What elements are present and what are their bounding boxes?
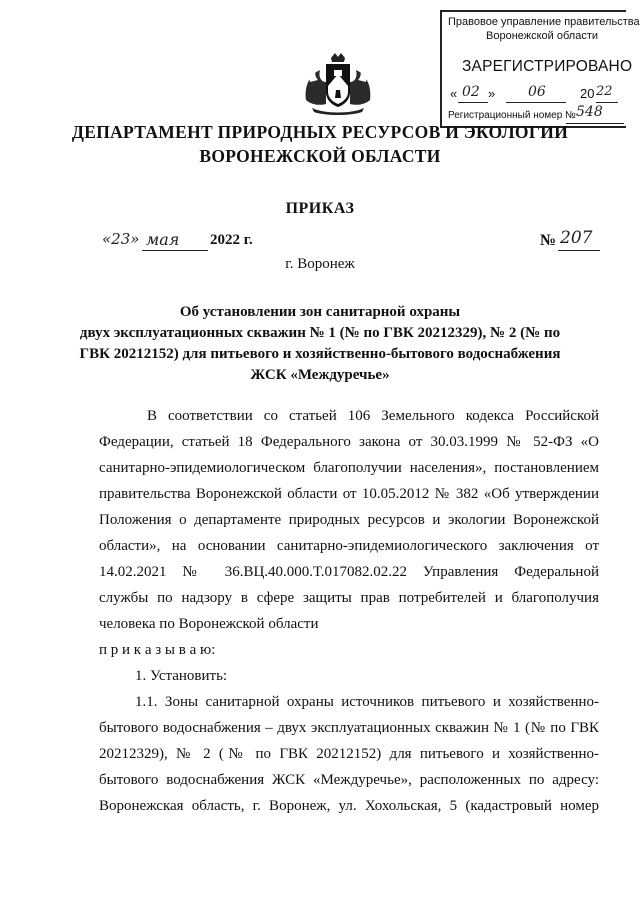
prikazyvayu: п р и к а з ы в а ю: [99,642,216,658]
stamp-day: 02 [462,84,480,100]
order-subject [0,302,640,386]
order-date [102,232,302,256]
order-date-year: 2022 г. [210,232,253,248]
department-title-line-2: ВОРОНЕЖСКОЙ ОБЛАСТИ [199,146,441,166]
registration-stamp [440,10,640,128]
order-number [540,230,610,254]
preamble-line: человека по Воронежской области [99,616,319,632]
preamble-line: правительства Воронежской области от 10.05.2012 № 382 «Об утверждении [99,486,599,502]
stamp-reg-label: Регистрационный номер № [448,110,576,121]
stamp-date: « 02 » 06 20 22 [450,86,620,106]
city: г. Воронеж [285,256,355,272]
subject-line-4: ЖСК «Междуречье» [250,367,390,383]
stamp-year-prefix: 20 [580,86,595,101]
item-1-1-line: Воронежская область, г. Воронеж, ул. Хохольская, 5 (кадастровый номер [99,798,599,814]
preamble-line: Положения о департаменте природных ресурсов и экологии Воронежской [99,512,599,528]
department-title-line-1: ДЕПАРТАМЕНТ ПРИРОДНЫХ РЕСУРСОВ И ЭКОЛОГИИ [71,122,569,142]
stamp-year-suffix: 22 [596,84,613,99]
preamble-line: Федерации, статьей 18 Федерального закона от 30.03.1999 № 52-ФЗ «О [99,434,599,450]
preamble-line: области», на основании санитарно-эпидемиологического заключения от [99,538,599,554]
item-1-1-line: бытового водоснабжения – двух эксплуатационных скважин № 1 (№ по ГВК [99,720,599,736]
item-1-1-line: 20212329), № 2 (№ по ГВК 20212152) для питьевого и хозяйственно- [99,746,599,762]
item-1: 1. Установить: [135,668,228,684]
preamble-line: санитарно-эпидемиологическом благополучии населения», постановлением [99,460,599,476]
item-1-1-line: 1.1. Зоны санитарной охраны источников питьевого и хозяйственно- [135,694,599,710]
item-1-1-line: бытового водоснабжения ЖСК «Междуречье», расположенных по адресу: [99,772,599,788]
stamp-line-1: Правовое управление правительства [448,16,640,28]
order-number-value: 207 [560,228,593,248]
stamp-registered: ЗАРЕГИСТРИРОВАНО [462,58,633,75]
order-title: ПРИКАЗ [285,200,355,217]
stamp-line-2: Воронежской области [486,30,599,42]
preamble-paragraph [99,403,599,689]
department-title [0,120,640,168]
order-number-prefix: № [540,232,557,249]
item-1-1-paragraph [99,689,599,819]
subject-line-3: ГВК 20212152) для питьевого и хозяйственно-бытового водоснабжения [79,346,561,362]
coat-of-arms-emblem [300,52,376,116]
preamble-line: В соответствии со статьей 106 Земельного кодекса Российской [147,408,599,424]
preamble-line: 14.02.2021 № 36.ВЦ.40.000.Т.017082.02.22 Управления Федеральной [99,564,599,580]
order-date-month: мая [146,230,180,249]
order-date-day: «23» [102,230,140,248]
stamp-month: 06 [528,84,546,100]
stamp-reg-number: 548 [576,104,603,120]
subject-line-2: двух эксплуатационных скважин № 1 (№ по ГВК 20212329), № 2 (№ по [79,325,561,341]
preamble-line: службы по надзору в сфере защиты прав потребителей и благополучия [99,590,599,606]
subject-line-1: Об установлении зон санитарной охраны [179,304,461,320]
